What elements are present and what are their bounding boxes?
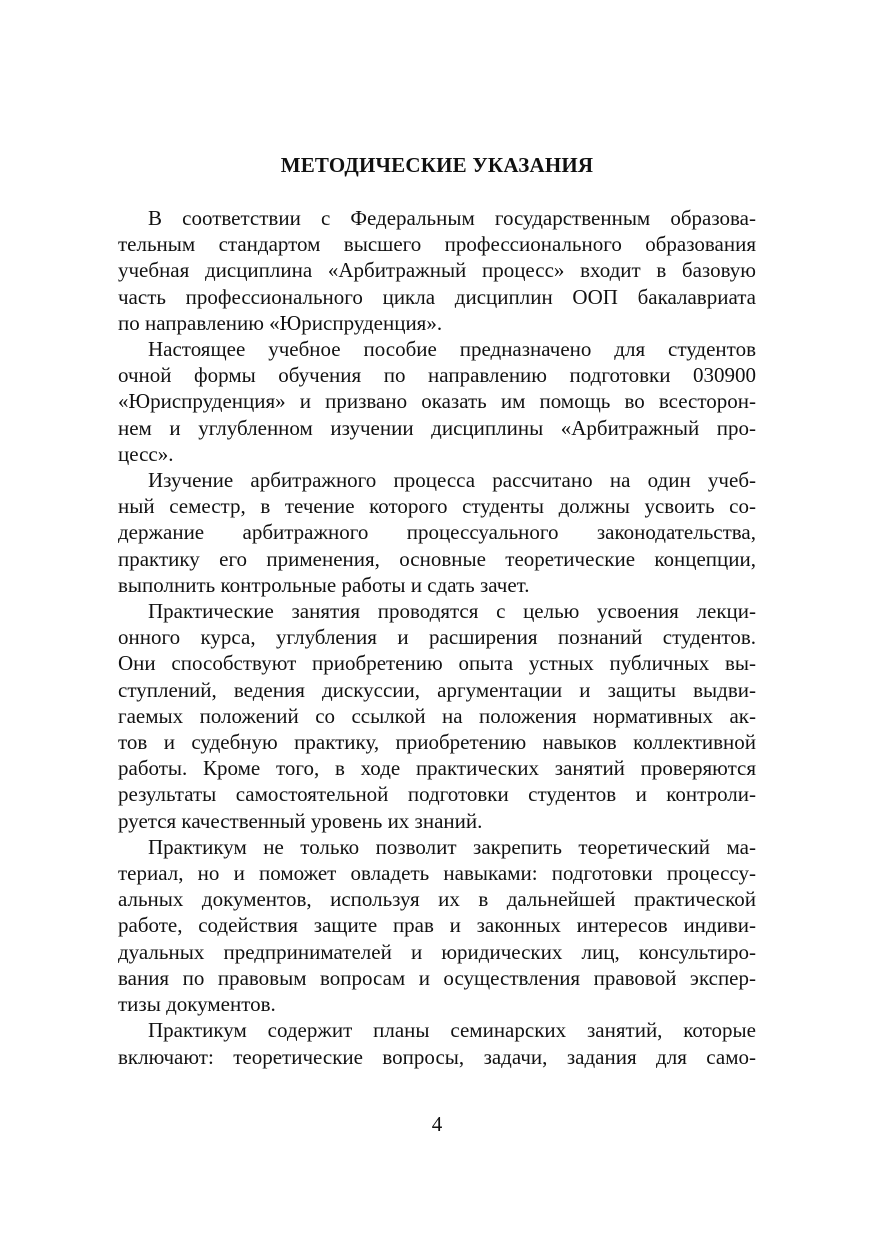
paragraph <box>118 467 756 598</box>
text-line: по направлению «Юриспруденция». <box>118 310 443 335</box>
text-line: дуальных предпринимателей и юридических лиц, консультиро- <box>118 939 756 964</box>
paragraph <box>118 205 756 336</box>
paragraph <box>118 1017 756 1069</box>
page-number: 4 <box>431 1112 443 1136</box>
text-line: ный семестр, в течение которого студенты должны усвоить со- <box>118 494 756 519</box>
text-line: выполнить контрольные работы и сдать зачет. <box>118 572 530 597</box>
text-line: руется качественный уровень их знаний. <box>118 808 483 833</box>
text-line: Практикум не только позволит закрепить теоретический ма- <box>148 834 756 859</box>
text-line: тов и судебную практику, приобретению навыков коллективной <box>118 730 756 755</box>
text-line: В соответствии с Федеральным государственным образова- <box>148 206 756 230</box>
text-line: цесс». <box>118 441 174 466</box>
page-title: МЕТОДИЧЕСКИЕ УКАЗАНИЯ <box>280 153 594 177</box>
text-line: альных документов, используя их в дальнейшей практической <box>118 887 756 912</box>
text-line: Изучение арбитражного процесса рассчитано на один учеб- <box>148 468 756 493</box>
text-line: гаемых положений со ссылкой на положения нормативных ак- <box>118 703 756 728</box>
text-line: нем и углубленном изучении дисциплины «Арбитражный про- <box>118 415 756 440</box>
text-line: работе, содействия защите прав и законных интересов индиви- <box>118 913 756 938</box>
text-line: вания по правовым вопросам и осуществления правовой экспер- <box>118 965 756 990</box>
text-line: работы. Кроме того, в ходе практических занятий проверяются <box>118 756 756 781</box>
text-line: тизы документов. <box>118 992 276 1017</box>
text-line: ступлений, ведения дискуссии, аргументации и защиты выдви- <box>118 677 756 702</box>
body-text <box>118 205 756 1070</box>
text-line: Настоящее учебное пособие предназначено для студентов <box>148 337 756 362</box>
text-line: Практические занятия проводятся с целью усвоения лекци- <box>148 599 756 624</box>
text-line: Практикум содержит планы семинарских занятий, которые <box>148 1018 756 1043</box>
paragraph <box>118 336 756 467</box>
text-line: часть профессионального цикла дисциплин ООП бакалавриата <box>118 284 756 309</box>
text-line: учебная дисциплина «Арбитражный процесс» входит в базовую <box>118 258 756 283</box>
text-line: тельным стандартом высшего профессионального образования <box>118 232 756 257</box>
text-line: держание арбитражного процессуального законодательства, <box>118 520 756 545</box>
text-line: териал, но и поможет овладеть навыками: подготовки процессу- <box>118 861 756 886</box>
text-line: результаты самостоятельной подготовки студентов и контроли- <box>118 782 756 807</box>
text-line: практику его применения, основные теоретические концепции, <box>118 546 756 571</box>
text-line: «Юриспруденция» и призвано оказать им помощь во всесторон- <box>118 389 756 414</box>
paragraph <box>118 834 756 1017</box>
text-line: включают: теоретические вопросы, задачи, задания для само- <box>118 1044 756 1069</box>
text-line: Они способствуют приобретению опыта устных публичных вы- <box>118 651 756 676</box>
text-line: онного курса, углубления и расширения познаний студентов. <box>118 625 756 650</box>
paragraph <box>118 598 756 834</box>
document-page <box>118 0 756 1240</box>
text-line: очной формы обучения по направлению подготовки 030900 <box>118 363 756 388</box>
